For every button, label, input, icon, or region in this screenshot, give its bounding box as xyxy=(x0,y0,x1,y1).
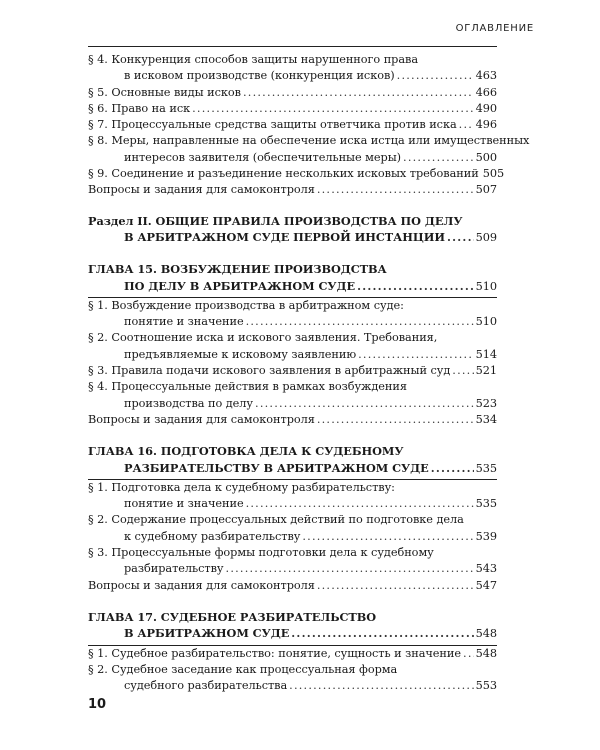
toc-entry-title: Вопросы и задания для самоконтроля xyxy=(88,578,315,592)
leader-dots xyxy=(317,412,474,428)
toc-page-number: 534 xyxy=(475,412,497,426)
toc-page-number: 535 xyxy=(475,461,497,475)
running-head: ОГЛАВЛЕНИЕ xyxy=(455,23,534,34)
toc-entry[interactable] xyxy=(88,646,497,662)
toc-page-number: 553 xyxy=(475,679,497,693)
toc-page-number: 496 xyxy=(475,118,497,132)
leader-dots xyxy=(452,363,473,379)
toc-entry-title: Раздел II. ОБЩИЕ ПРАВИЛА ПРОИЗВОДСТВА ПО ДЕЛУ xyxy=(88,213,463,228)
leader-dots xyxy=(226,561,474,577)
toc-entry-title: ПО ДЕЛУ В АРБИТРАЖНОМ СУДЕ xyxy=(124,278,356,293)
leader-dots xyxy=(243,85,474,101)
toc-entry-title: РАЗБИРАТЕЛЬСТВУ В АРБИТРАЖНОМ СУДЕ xyxy=(124,460,429,475)
toc-page-number: 510 xyxy=(475,315,497,329)
toc-entry-title: Вопросы и задания для самоконтроля xyxy=(88,183,315,197)
leader-dots xyxy=(302,529,473,545)
leader-dots xyxy=(291,625,473,641)
toc-page-number: 509 xyxy=(475,230,497,244)
leader-dots xyxy=(397,68,474,84)
leader-dots xyxy=(447,229,474,245)
toc-entry[interactable] xyxy=(88,363,497,379)
leader-dots xyxy=(192,101,473,117)
toc-chapter-heading[interactable] xyxy=(88,609,497,643)
toc-page-number: 507 xyxy=(475,183,497,197)
toc-entry[interactable] xyxy=(88,85,497,101)
toc-page-number: 548 xyxy=(475,627,497,641)
toc-entry[interactable] xyxy=(88,330,497,363)
toc-entry-title: § 4. Конкуренция способов защиты нарушенного права xyxy=(88,53,419,66)
toc-entry[interactable] xyxy=(88,545,497,578)
toc-entry[interactable] xyxy=(88,117,497,133)
toc-entry-title: ГЛАВА 16. ПОДГОТОВКА ДЕЛА К СУДЕБНОМУ xyxy=(88,444,404,459)
toc-entry[interactable] xyxy=(88,182,497,198)
toc-entry-title: § 4. Процессуальные действия в рамках возбуждения xyxy=(88,380,407,394)
toc-entry[interactable] xyxy=(88,101,497,117)
toc-page-number: 510 xyxy=(475,279,497,293)
leader-dots xyxy=(246,314,474,330)
toc-entry-title: понятие и значение xyxy=(124,497,244,511)
toc-entry[interactable] xyxy=(88,480,497,513)
toc-entry-title: ГЛАВА 17. СУДЕБНОЕ РАЗБИРАТЕЛЬСТВО xyxy=(88,609,377,624)
leader-dots xyxy=(459,117,474,133)
toc-entry-title: судебного разбирательства xyxy=(124,679,288,693)
toc-entry[interactable] xyxy=(88,52,497,85)
toc-entry-title: разбирательству xyxy=(124,562,224,576)
toc-entry-title: § 1. Возбуждение производства в арбитражном суде: xyxy=(88,298,404,312)
leader-dots xyxy=(255,396,474,412)
toc-entry[interactable] xyxy=(88,298,497,331)
leader-dots xyxy=(431,460,474,476)
toc-entry-title: § 1. Судебное разбирательство: понятие, сущность и значение xyxy=(88,646,462,660)
toc-entry-title: производства по делу xyxy=(124,396,254,410)
toc-page-number: 521 xyxy=(475,364,497,378)
toc-page-number: 535 xyxy=(475,497,497,511)
toc-entry-title: Вопросы и задания для самоконтроля xyxy=(88,412,315,426)
toc-chapter-heading[interactable] xyxy=(88,261,497,295)
toc-entry-title: § 2. Содержание процессуальных действий по подготовке дела xyxy=(88,513,464,527)
toc-entry-title: § 7. Процессуальные средства защиты ответчика против иска xyxy=(88,118,457,132)
toc-page-number: 490 xyxy=(475,101,497,115)
toc-entry-title: В АРБИТРАЖНОМ СУДЕ ПЕРВОЙ ИНСТАНЦИИ xyxy=(124,229,446,244)
toc-entry-title: В АРБИТРАЖНОМ СУДЕ xyxy=(124,626,290,641)
toc-page-number: 463 xyxy=(475,69,497,83)
header-rule xyxy=(88,46,497,47)
toc-entry-title: в исковом производстве (конкуренция исков) xyxy=(124,69,395,83)
page-number: 10 xyxy=(88,697,107,712)
toc-entry-title: § 2. Соотношение иска и искового заявления. Требования, xyxy=(88,331,438,345)
toc-entry[interactable] xyxy=(88,412,497,428)
toc-section-heading[interactable] xyxy=(88,213,497,247)
leader-dots xyxy=(358,347,473,363)
toc-page-number: 466 xyxy=(475,85,497,99)
toc-entry-title: к судебному разбирательству xyxy=(124,529,301,543)
toc-chapter-heading[interactable] xyxy=(88,443,497,477)
leader-dots xyxy=(317,578,474,594)
leader-dots xyxy=(246,496,474,512)
toc-entry-title: предъявляемые к исковому заявлению xyxy=(124,347,357,361)
toc-entry-title: понятие и значение xyxy=(124,315,244,329)
toc-entry[interactable] xyxy=(88,166,505,182)
toc-page-number: 547 xyxy=(475,578,497,592)
toc-entry-title: § 9. Соединение и разъединение нескольких исковых требований xyxy=(88,167,479,181)
toc-page-number: 505 xyxy=(482,167,505,181)
toc-page-number: 500 xyxy=(475,150,497,164)
toc-page-number: 523 xyxy=(475,396,497,410)
toc-entry[interactable] xyxy=(88,379,497,412)
toc-entry[interactable] xyxy=(88,578,497,594)
toc-entry-title: § 3. Процессуальные формы подготовки дела к судебному xyxy=(88,546,434,560)
toc-page-number: 543 xyxy=(475,562,497,576)
leader-dots xyxy=(403,150,474,166)
toc-entry-title: § 2. Судебное заседание как процессуальная форма xyxy=(88,662,398,676)
toc-entry[interactable] xyxy=(88,662,497,695)
leader-dots xyxy=(357,278,473,294)
leader-dots xyxy=(463,646,474,662)
toc-entry-title: ГЛАВА 15. ВОЗБУЖДЕНИЕ ПРОИЗВОДСТВА xyxy=(88,262,387,277)
toc-entry-title: § 3. Правила подачи искового заявления в арбитражный суд xyxy=(88,364,451,378)
toc-page-number: 539 xyxy=(475,529,497,543)
toc-entry-title: § 5. Основные виды исков xyxy=(88,85,241,99)
toc-entry-title: § 1. Подготовка дела к судебному разбирательству: xyxy=(88,480,395,494)
toc-page-number: 548 xyxy=(475,646,497,660)
leader-dots xyxy=(317,182,474,198)
table-of-contents xyxy=(88,52,530,694)
toc-entry[interactable] xyxy=(88,512,497,545)
leader-dots xyxy=(289,678,473,694)
toc-page-number: 514 xyxy=(475,347,497,361)
toc-entry-title: интересов заявителя (обеспечительные меры) xyxy=(124,150,402,164)
toc-entry-title: § 6. Право на иск xyxy=(88,101,191,115)
toc-entry[interactable] xyxy=(88,133,530,166)
toc-entry-title: § 8. Меры, направленные на обеспечение иска истца или имущественных xyxy=(88,134,530,148)
